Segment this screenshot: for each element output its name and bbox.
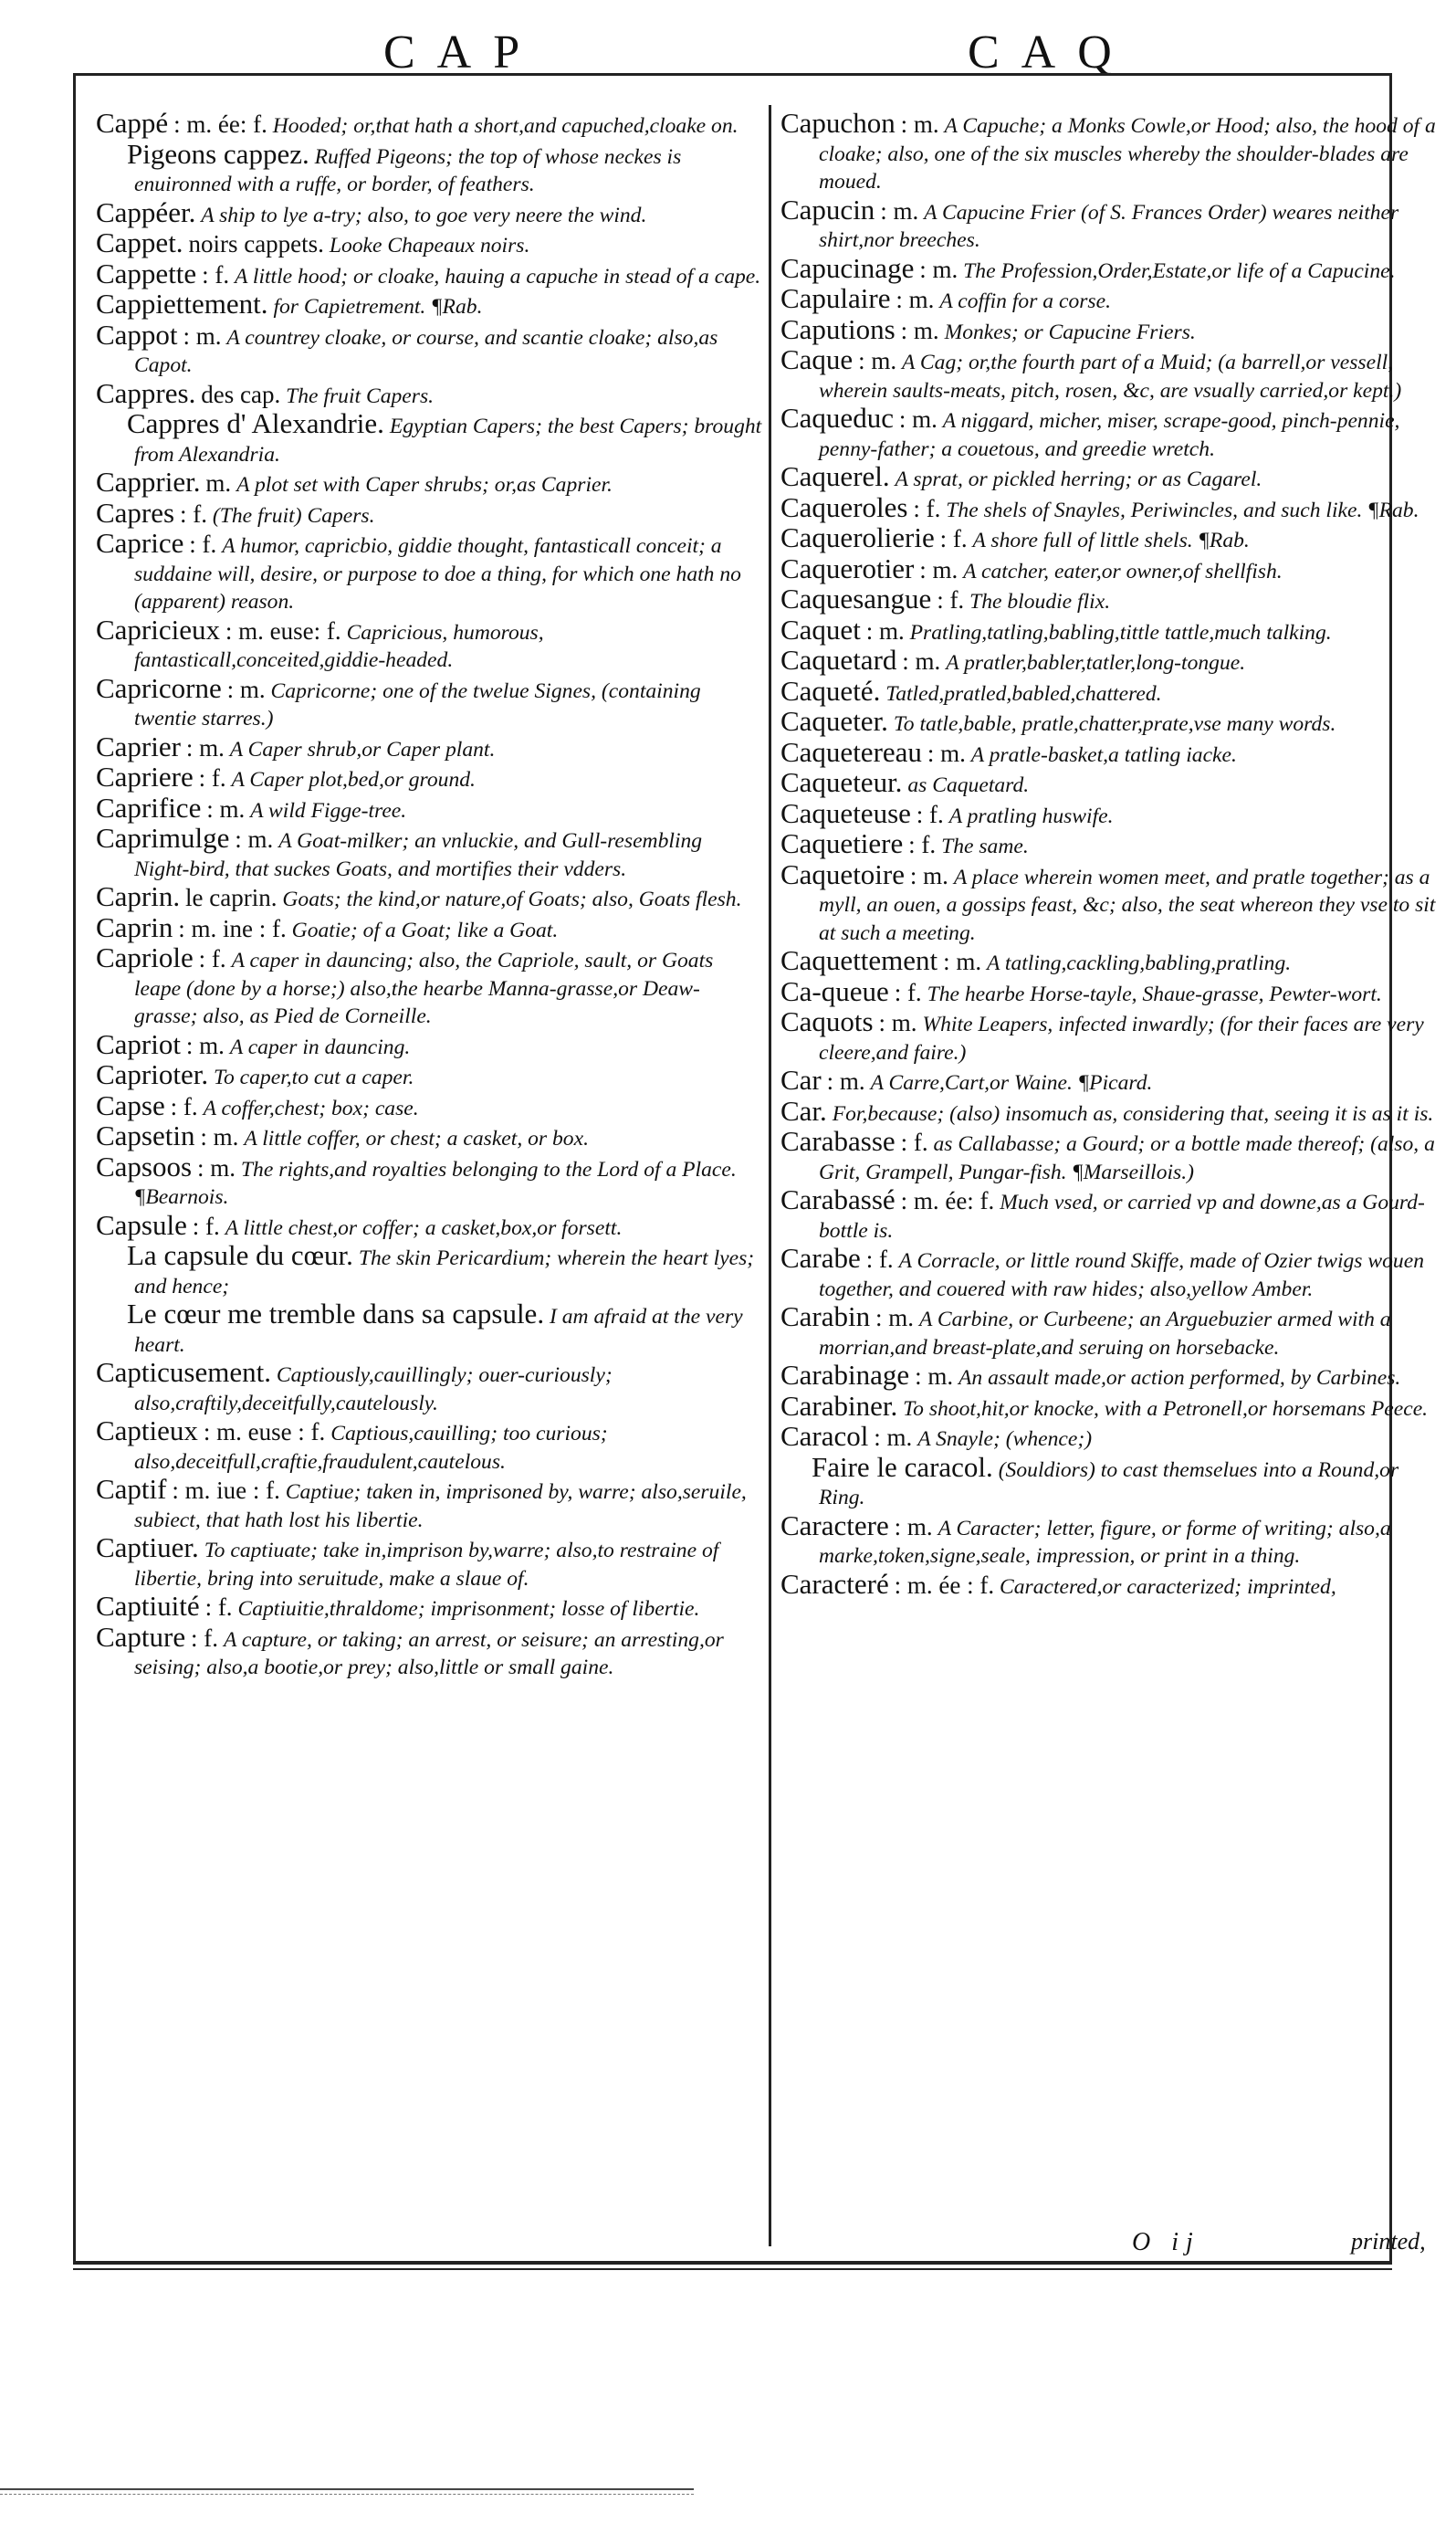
grammar-note: : f. xyxy=(913,494,941,522)
definition: The same. xyxy=(941,835,1029,858)
headword: Capse xyxy=(96,1088,165,1121)
headword: Caprioter. xyxy=(96,1058,209,1090)
headword: Capucin xyxy=(780,193,875,226)
dictionary-entry xyxy=(96,1058,762,1092)
grammar-note: : f. xyxy=(198,945,226,972)
definition: To caper,to cut a caper. xyxy=(214,1066,414,1089)
definition: as Callabasse; a Gourd; or a bottle made thereof; (also, a Grit, Grampell, Pungar-fish. ¶Marseillois.) xyxy=(819,1132,1435,1184)
definition: I am afraid at the very heart. xyxy=(134,1305,743,1357)
running-header xyxy=(0,16,1456,80)
definition: A niggard, micher, miser, scrape-good, pinch-pennie, penny-father; a couetous, and greedie wretch. xyxy=(819,409,1400,461)
headword: Caquerotier xyxy=(780,552,915,584)
grammar-note: : m. xyxy=(235,825,274,853)
headword: Caqueter. xyxy=(780,705,888,737)
definition: Hooded; or,that hath a short,and capuched,cloake on. xyxy=(272,114,738,138)
grammar-note: : m. xyxy=(894,1512,933,1540)
definition: Monkes; or Capucine Friers. xyxy=(944,320,1196,344)
definition: Tatled,pratled,babled,chattered. xyxy=(885,681,1162,706)
definition: Egyptian Capers; the best Capers; brought from Alexandria. xyxy=(134,415,762,467)
grammar-note: : m. xyxy=(185,1031,225,1059)
definition: Captiue; taken in, imprisoned by, warre; also,seruile, subiect, that hath lost his libertie. xyxy=(134,1480,747,1532)
grammar-note: : f. xyxy=(202,260,230,289)
headword: Capuchon xyxy=(780,107,896,139)
headword: Captiuité xyxy=(96,1590,200,1622)
grammar-note: : m. xyxy=(927,739,966,767)
grammar-note: : m. xyxy=(900,110,939,138)
dictionary-entry xyxy=(96,1088,762,1123)
dictionary-entry xyxy=(96,730,762,764)
grammar-note: : f. xyxy=(189,531,217,558)
definition: A pratling huswife. xyxy=(948,804,1114,828)
definition: A place wherein women meet, and pratle together; as a myll, an ouen, a gossips feast, &c; also, the seat whereon they vse to sit at such a meeting. xyxy=(819,865,1436,945)
headword: Le cœur me tremble dans sa capsule. xyxy=(127,1298,545,1330)
grammar-note: : f. xyxy=(170,1092,198,1120)
headword: Capricieux xyxy=(96,613,221,646)
dictionary-entry xyxy=(780,1125,1447,1186)
headword: Caquettement xyxy=(780,944,938,976)
definition: Caractered,or caracterized; imprinted, xyxy=(1000,1574,1336,1599)
grammar-note: : m. xyxy=(915,1362,954,1390)
dictionary-entry xyxy=(780,613,1447,647)
headword: Caquetoire xyxy=(780,857,906,890)
definition: A pratler,babler,tatler,long-tongue. xyxy=(946,651,1246,675)
definition: For,because; (also) insomuch as, considering that, seeing it is as it is. xyxy=(832,1101,1434,1126)
grammar-note: : m. xyxy=(874,1424,913,1451)
headword: Caquetard xyxy=(780,644,897,676)
dictionary-entry xyxy=(96,257,762,291)
headword: Carabin xyxy=(780,1300,871,1332)
grammar-note: : f. xyxy=(865,1246,894,1273)
headword: Captiuer. xyxy=(96,1531,199,1563)
headword: Caque xyxy=(780,343,854,375)
grammar-note: : f. xyxy=(939,525,968,552)
column-divider xyxy=(769,105,771,2246)
headword: Captieux xyxy=(96,1414,198,1446)
dictionary-entry xyxy=(96,880,762,914)
signature-mark: O ij xyxy=(1132,2228,1200,2256)
definition: A shore full of little shels. ¶Rab. xyxy=(972,529,1250,552)
grammar-note: le caprin. xyxy=(185,884,278,911)
grammar-note: : m. xyxy=(185,733,225,762)
definition: for Capietrement. ¶Rab. xyxy=(273,295,483,319)
headword: Capsoos xyxy=(96,1150,193,1183)
dictionary-entry xyxy=(780,251,1447,286)
dictionary-entry xyxy=(96,376,762,411)
headword: Caquetiere xyxy=(780,827,904,859)
headword: Cappres d' Alexandrie. xyxy=(127,407,384,439)
headword: Capticusement. xyxy=(96,1356,271,1388)
headword: Cappet. xyxy=(96,226,183,258)
headword: Cappette xyxy=(96,257,197,289)
grammar-note: noirs cappets. xyxy=(188,230,324,258)
dictionary-entry xyxy=(96,496,762,531)
dictionary-entry xyxy=(780,1005,1447,1067)
dictionary-entry xyxy=(780,944,1447,978)
definition: as Caquetard. xyxy=(907,773,1030,797)
definition: An assault made,or action performed, by Carbines. xyxy=(958,1366,1401,1390)
headword: Capulaire xyxy=(780,282,891,314)
dictionary-entry xyxy=(780,585,1447,616)
grammar-note: : m. xyxy=(200,1123,239,1151)
dictionary-entry xyxy=(780,644,1447,678)
dictionary-entry xyxy=(780,1389,1447,1424)
definition: A countrey cloake, or course, and scantie cloake; also,as Capot. xyxy=(134,325,718,377)
definition: A Caper shrub,or Caper plant. xyxy=(229,737,496,762)
dictionary-entry xyxy=(780,674,1447,709)
dictionary-entry xyxy=(96,226,762,260)
dictionary-entry xyxy=(96,791,762,825)
dictionary-entry xyxy=(780,521,1447,555)
dictionary-entry xyxy=(96,822,762,883)
definition: The skin Pericardium; wherein the heart lyes; and hence; xyxy=(134,1246,755,1298)
headword: Caqueteur. xyxy=(780,766,903,798)
headword: Caracol xyxy=(780,1420,869,1452)
dictionary-entry xyxy=(96,1027,762,1062)
grammar-note: : f. xyxy=(204,1593,233,1621)
grammar-note: : m. iue : f. xyxy=(172,1477,280,1504)
headword: Capprier. xyxy=(96,466,201,498)
headword: Pigeons cappez. xyxy=(127,137,309,170)
headword: Capsule xyxy=(96,1208,187,1241)
dictionary-entry xyxy=(780,1450,1447,1512)
definition: A coffer,chest; box; case. xyxy=(203,1096,419,1120)
right-column xyxy=(780,107,1447,1601)
headword: Cappé xyxy=(96,107,169,139)
headword: Cappres. xyxy=(96,376,196,409)
definition: A sprat, or pickled herring; or as Cagarel. xyxy=(895,468,1262,491)
definition: Captiuitie,thraldome; imprisonment; losse of libertie. xyxy=(237,1597,700,1621)
grammar-note: : f. xyxy=(937,586,965,614)
dictionary-entry xyxy=(780,343,1447,405)
definition: The rights,and royalties belonging to the Lord of a Place. ¶Bearnois. xyxy=(134,1157,737,1209)
grammar-note: : m. euse: f. xyxy=(225,616,341,645)
definition: To captiuate; take in,imprison by,warre; also,to restraine of libertie, bring into seruitude, make a slaue of. xyxy=(134,1539,719,1591)
definition: The bloudie flix. xyxy=(969,590,1111,614)
headword: Capsetin xyxy=(96,1120,195,1151)
definition: A wild Figge-tree. xyxy=(250,798,407,823)
headword: Caqueduc xyxy=(780,402,894,434)
definition: A Snayle; (whence;) xyxy=(917,1427,1093,1451)
headword: Carabe xyxy=(780,1242,861,1274)
definition: Capricious, humorous, fantasticall,conceited,giddie-headed. xyxy=(134,620,544,672)
definition: A Cag; or,the fourth part of a Muid; (a barrell,or vessell, wherein saults-meats, pitch, rosen, &c, are vsually carried,or kept.) xyxy=(819,351,1402,403)
dictionary-entry xyxy=(96,107,762,141)
definition: A humor, capricbio, giddie thought, fantasticall conceit; a suddaine will, desire, or purpose to doe a thing, for which one hath no (apparent) reason. xyxy=(134,534,741,614)
grammar-note: : m. xyxy=(878,1009,917,1036)
grammar-note: : m. xyxy=(183,321,222,350)
dictionary-entry xyxy=(780,857,1447,948)
definition: To shoot,hit,or knocke, with a Petronell,or horsemans Peece. xyxy=(903,1396,1429,1421)
dictionary-entry xyxy=(96,290,762,321)
headword: Caprifice xyxy=(96,791,202,824)
dictionary-entry xyxy=(780,460,1447,494)
headword: Capricorne xyxy=(96,671,222,704)
dictionary-entry xyxy=(96,527,762,616)
dictionary-entry xyxy=(96,1239,762,1300)
definition: A little chest,or coffer; a casket,box,or forsett. xyxy=(225,1215,623,1240)
headword: Car xyxy=(780,1064,822,1096)
headword: Caractere xyxy=(780,1509,889,1541)
grammar-note: : m. xyxy=(919,555,958,583)
definition: A pratle-basket,a tatling iacke. xyxy=(970,742,1237,767)
headword: Carabinage xyxy=(780,1359,910,1391)
dictionary-entry xyxy=(780,107,1447,196)
headword: Capriole xyxy=(96,941,194,973)
definition: A ship to lye a-try; also, to goe very neere the wind. xyxy=(201,203,647,227)
grammar-note: : f. xyxy=(180,499,207,528)
headword: Caquet xyxy=(780,613,861,646)
headword: Caprimulge xyxy=(96,822,230,854)
dictionary-entry xyxy=(96,407,762,468)
headword: Caracteré xyxy=(780,1567,889,1600)
definition: A caper in dauncing. xyxy=(229,1035,411,1059)
header-right: CAQ xyxy=(968,26,1134,79)
headword: Capucinage xyxy=(780,251,915,284)
dictionary-entry xyxy=(780,552,1447,586)
dictionary-entry xyxy=(96,1122,762,1153)
scan-edge-rule-2 xyxy=(0,2494,694,2495)
definition: A little hood; or cloake, hauing a capuche in stead of a cape. xyxy=(235,264,761,289)
headword: Carabassé xyxy=(780,1183,896,1215)
grammar-note: : m. ée: f. xyxy=(173,110,267,138)
grammar-note: : m. xyxy=(865,616,905,645)
definition: A plot set with Caper shrubs; or,as Caprier. xyxy=(236,473,613,497)
dictionary-entry xyxy=(96,941,762,1031)
dictionary-entry xyxy=(96,1531,762,1593)
grammar-note: : m. xyxy=(826,1067,865,1095)
grammar-note: : m. xyxy=(900,316,939,344)
grammar-note: : m. xyxy=(196,1153,236,1182)
grammar-note: : m. ée : f. xyxy=(894,1571,995,1599)
dictionary-entry xyxy=(780,1509,1447,1571)
dictionary-entry xyxy=(780,796,1447,831)
grammar-note: : f. xyxy=(900,1129,928,1156)
grammar-note: : m. xyxy=(943,948,982,975)
definition: A capture, or taking; an arrest, or seisure; an arresting,or seising; also,a bootie,or prey; also,little or small gaine. xyxy=(134,1627,724,1679)
dictionary-entry xyxy=(780,490,1447,525)
dictionary-entry xyxy=(780,312,1447,347)
headword: Carabiner. xyxy=(780,1389,898,1422)
definition: A Corracle, or little round Skiffe, made of Ozier twigs wouen together, and couered with raw hides; also,yellow Amber. xyxy=(819,1249,1424,1301)
dictionary-entry xyxy=(96,195,762,230)
grammar-note: : m. xyxy=(880,196,919,225)
headword: Caquesangue xyxy=(780,583,932,615)
headword: Capres xyxy=(96,496,175,529)
grammar-note: : m. xyxy=(896,286,935,313)
definition: A Goat-milker; an vnluckie, and Gull-resembling Night-bird, that suckes Goats, and mortifies their vdders. xyxy=(134,829,703,881)
dictionary-entry xyxy=(780,1567,1447,1602)
definition: A Caper plot,bed,or ground. xyxy=(231,768,476,792)
definition: A coffin for a corse. xyxy=(939,289,1111,313)
header-left: CAP xyxy=(383,26,542,79)
dictionary-entry xyxy=(96,318,762,380)
headword: Cappéer. xyxy=(96,195,196,228)
grammar-note: : m. ine : f. xyxy=(178,914,287,942)
definition: (Souldiors) to cast themselues into a Round,or Ring. xyxy=(819,1457,1399,1509)
grammar-note: : f. xyxy=(192,1212,220,1240)
definition: A Carre,Cart,or Waine. ¶Picard. xyxy=(870,1071,1153,1095)
headword: Caquerolierie xyxy=(780,521,935,553)
dictionary-entry xyxy=(96,1150,762,1212)
definition: A tatling,cackling,babling,pratling. xyxy=(987,951,1292,975)
dictionary-entry xyxy=(96,1620,762,1682)
headword: Caquerel. xyxy=(780,460,890,492)
headword: Caquots xyxy=(780,1005,874,1037)
grammar-note: : m. xyxy=(919,255,958,283)
headword: Captif xyxy=(96,1473,167,1505)
headword: Ca-queue xyxy=(780,974,889,1007)
dictionary-entry xyxy=(780,735,1447,770)
headword: Capriot xyxy=(96,1027,181,1060)
grammar-note: : m. xyxy=(875,1304,915,1331)
grammar-note: des cap. xyxy=(201,380,281,408)
dictionary-entry xyxy=(96,1590,762,1624)
headword: Caqueteuse xyxy=(780,796,911,829)
grammar-note: : m. xyxy=(206,794,246,823)
dictionary-entry xyxy=(96,613,762,675)
dictionary-entry xyxy=(96,1414,762,1476)
grammar-note: : f. xyxy=(908,831,937,858)
grammar-note: : m. xyxy=(898,405,937,433)
dictionary-entry xyxy=(780,193,1447,255)
definition: Pratling,tatling,babling,tittle tattle,much talking. xyxy=(909,620,1332,645)
dictionary-entry xyxy=(780,766,1447,800)
dictionary-entry xyxy=(780,1183,1447,1245)
definition: Ruffed Pigeons; the top of whose neckes is enuironned with a ruffe, or border, of feathers. xyxy=(134,144,682,196)
definition: To tatle,bable, pratle,chatter,prate,vse many words. xyxy=(893,712,1336,736)
grammar-note: : f. xyxy=(191,1624,219,1652)
definition: Captious,cauilling; too curious; also,deceitfull,craftie,fraudulent,cautelous. xyxy=(134,1422,608,1474)
definition: A Capuche; a Monks Cowle,or Hood; also, the hood of a cloake; also, one of the six muscles whereby the shoulder-blades are moued. xyxy=(819,114,1436,194)
definition: A little coffer, or chest; a casket, or box. xyxy=(244,1127,589,1151)
dictionary-entry xyxy=(96,1356,762,1417)
definition: A catcher, eater,or owner,of shellfish. xyxy=(963,559,1283,583)
definition: The Profession,Order,Estate,or life of a Capucine. xyxy=(963,258,1396,283)
dictionary-entry xyxy=(96,468,762,499)
dictionary-entry xyxy=(96,1208,762,1243)
definition: A Capucine Frier (of S. Frances Order) weares neither shirt,nor breeches. xyxy=(819,200,1399,252)
headword: Capture xyxy=(96,1620,186,1653)
grammar-note: : m. ée: f. xyxy=(900,1187,995,1214)
definition: The shels of Snayles, Periwincles, and such like. ¶Rab. xyxy=(946,498,1419,522)
grammar-note: : m. xyxy=(226,675,266,703)
definition: Goats; the kind,or nature,of Goats; also, Goats flesh. xyxy=(282,888,742,911)
left-column xyxy=(96,107,762,1682)
grammar-note: : m. xyxy=(909,861,948,889)
scan-edge-rule xyxy=(0,2488,694,2490)
dictionary-entry xyxy=(780,827,1447,861)
headword: Car. xyxy=(780,1094,827,1127)
catchword: printed, xyxy=(1351,2228,1426,2255)
dictionary-entry xyxy=(96,1473,762,1534)
dictionary-entry xyxy=(780,1300,1447,1361)
definition: Captiously,cauillingly; ouer-curiously; also,craftily,deceitfully,cautelously. xyxy=(134,1363,613,1415)
definition: Looke Chapeaux noirs. xyxy=(329,234,530,258)
dictionary-entry xyxy=(780,1094,1447,1129)
definition: A Caracter; letter, figure, or forme of writing; also,a marke,token,signe,seale, impression, or print in a thing. xyxy=(819,1516,1391,1568)
dictionary-entry xyxy=(96,910,762,945)
headword: Caqueté. xyxy=(780,674,881,707)
dictionary-entry xyxy=(780,974,1447,1009)
dictionary-entry xyxy=(780,282,1447,316)
grammar-note: : f. xyxy=(916,800,944,828)
definition: A caper in dauncing; also, the Capriole, sault, or Goats leape (done by a horse;) also,the hearbe Manna-grasse,or Deaw-grasse; also, as Pied de Corneille. xyxy=(134,949,714,1028)
frame-bottom-rule xyxy=(73,2268,1392,2270)
headword: Caqueroles xyxy=(780,490,908,523)
dictionary-entry xyxy=(96,1300,762,1359)
definition: Much vsed, or carried vp and downe,as a Gourd-bottle is. xyxy=(819,1191,1425,1243)
definition: The hearbe Horse-tayle, Shaue-grasse, Pewter-wort. xyxy=(927,982,1382,1006)
dictionary-entry xyxy=(780,402,1447,463)
dictionary-entry xyxy=(780,1420,1447,1454)
definition: Capricorne; one of the twelue Signes, (containing twentie starres.) xyxy=(134,678,701,731)
headword: Caprin xyxy=(96,910,173,943)
headword: Faire le caracol. xyxy=(812,1450,993,1483)
headword: Caputions xyxy=(780,312,896,345)
headword: Caprin. xyxy=(96,880,181,912)
grammar-note: : m. xyxy=(858,347,897,374)
dictionary-entry xyxy=(780,705,1447,739)
dictionary-entry xyxy=(780,1361,1447,1393)
definition: The fruit Capers. xyxy=(286,384,435,408)
dictionary-entry xyxy=(96,137,762,199)
definition: White Leapers, infected inwardly; (for their faces are very cleere,and faire.) xyxy=(819,1013,1424,1065)
headword: Cappiettement. xyxy=(96,288,268,320)
definition: Goatie; of a Goat; like a Goat. xyxy=(291,918,559,942)
dictionary-entry xyxy=(96,763,762,794)
definition: A Carbine, or Curbeene; an Arguebuzier armed with a morrian,and breast-plate,and seruing on horsebacke. xyxy=(819,1308,1391,1360)
headword: Caprier xyxy=(96,730,181,762)
headword: Caquetereau xyxy=(780,735,922,768)
dictionary-entry xyxy=(780,1064,1447,1098)
grammar-note: : f. xyxy=(198,764,226,792)
dictionary-entry xyxy=(780,1242,1447,1303)
definition: (The fruit) Capers. xyxy=(212,503,375,528)
grammar-note: : m. xyxy=(902,647,941,675)
headword: Capriere xyxy=(96,761,194,793)
headword: La capsule du cœur. xyxy=(127,1239,353,1271)
headword: Caprice xyxy=(96,527,184,559)
headword: Cappot xyxy=(96,318,178,351)
headword: Carabasse xyxy=(780,1125,896,1157)
grammar-note: m. xyxy=(205,469,232,497)
grammar-note: : m. euse : f. xyxy=(203,1418,326,1445)
dictionary-entry xyxy=(96,671,762,733)
grammar-note: : f. xyxy=(894,978,922,1006)
